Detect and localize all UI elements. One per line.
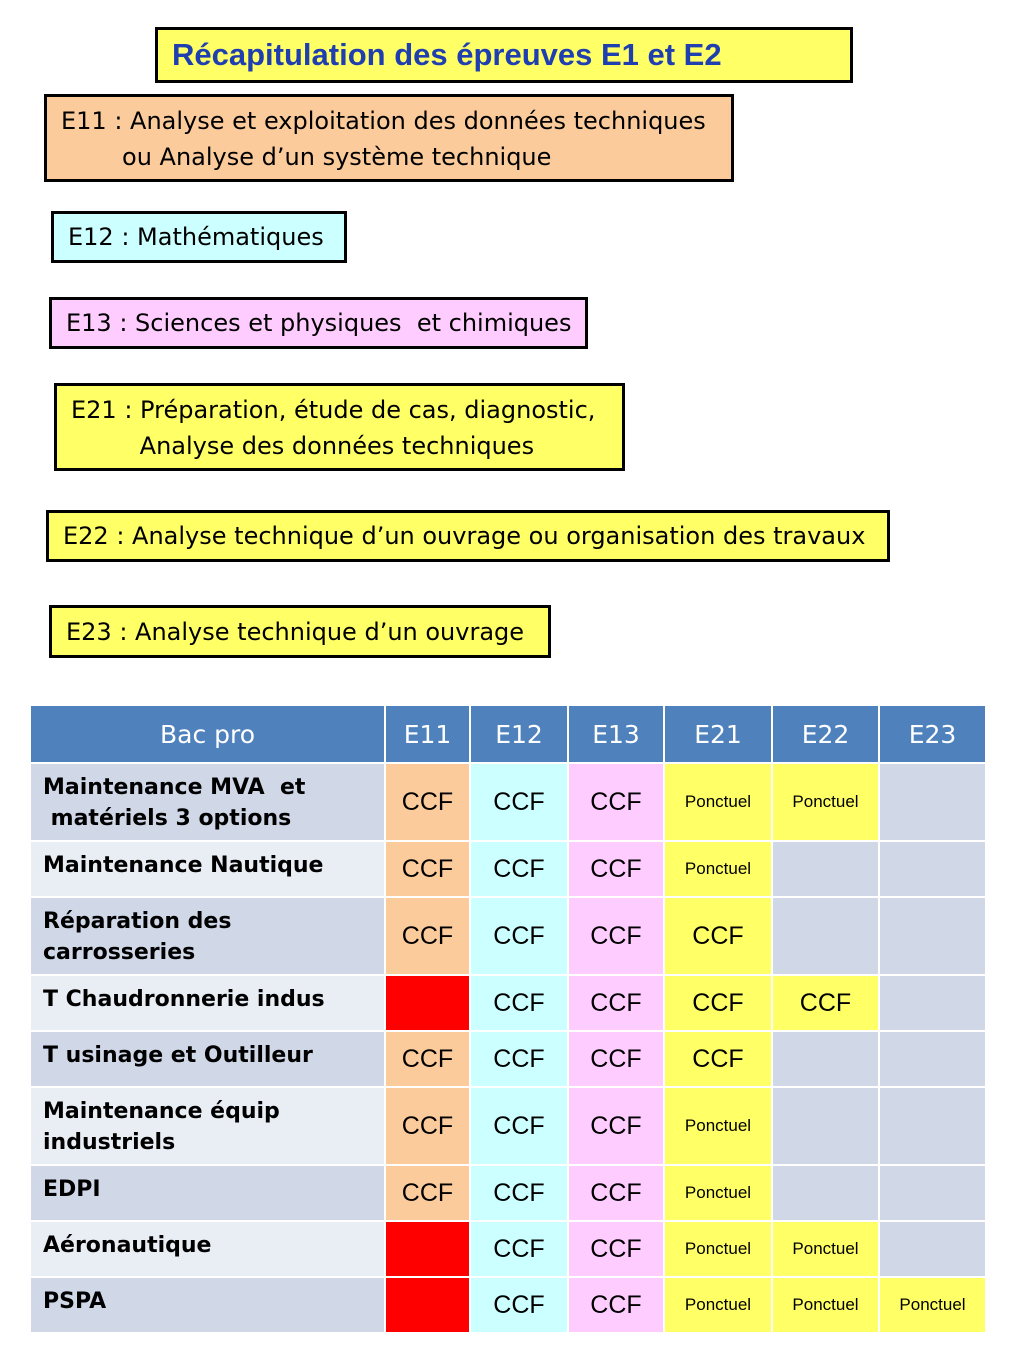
table-row [30,897,986,975]
row-formation-name: Réparation des carrosseries [30,897,385,975]
header-e11: E11 [385,705,470,763]
cell-e23 [879,1221,986,1277]
cell-e22 [772,841,879,897]
cell-e13: CCF [568,1031,664,1087]
header-e21: E21 [664,705,772,763]
cell-e13: CCF [568,1087,664,1165]
cell-not-applicable [385,1221,470,1277]
cell-e22: CCF [772,975,879,1031]
cell-e12: CCF [470,1165,568,1221]
table-row [30,1031,986,1087]
cell-e21: Ponctuel [664,1221,772,1277]
table-row [30,841,986,897]
epreuve-e13-box: E13 : Sciences et physiques et chimiques [49,297,588,349]
epreuve-e11-box: E11 : Analyse et exploitation des données techniques ou Analyse d’un système technique [44,94,734,182]
cell-e21: CCF [664,975,772,1031]
bac-pro-table [29,704,987,1334]
cell-e13: CCF [568,1277,664,1333]
cell-e12: CCF [470,763,568,841]
cell-e11: CCF [385,841,470,897]
cell-e11: CCF [385,1087,470,1165]
cell-e22 [772,1165,879,1221]
row-formation-name: T usinage et Outilleur [30,1031,385,1087]
cell-e13: CCF [568,1165,664,1221]
table-row [30,975,986,1031]
table-header-row [30,705,986,763]
row-formation-name: Maintenance équip industriels [30,1087,385,1165]
row-formation-name: EDPI [30,1165,385,1221]
cell-e12: CCF [470,1087,568,1165]
header-e12: E12 [470,705,568,763]
cell-e13: CCF [568,1221,664,1277]
epreuve-e12-box: E12 : Mathématiques [51,211,347,263]
cell-e21: CCF [664,897,772,975]
cell-e22 [772,1031,879,1087]
cell-e12: CCF [470,1221,568,1277]
row-formation-name: T Chaudronnerie indus [30,975,385,1031]
cell-e21: Ponctuel [664,841,772,897]
cell-e12: CCF [470,975,568,1031]
cell-e22 [772,897,879,975]
cell-e13: CCF [568,897,664,975]
cell-e11: CCF [385,763,470,841]
cell-e11: CCF [385,1031,470,1087]
cell-e21: Ponctuel [664,763,772,841]
cell-e22: Ponctuel [772,763,879,841]
cell-e13: CCF [568,841,664,897]
cell-e23 [879,763,986,841]
cell-e23 [879,975,986,1031]
table-row [30,1277,986,1333]
cell-e13: CCF [568,763,664,841]
table-row [30,1165,986,1221]
cell-not-applicable [385,1277,470,1333]
row-formation-name: Maintenance Nautique [30,841,385,897]
cell-e23 [879,1087,986,1165]
table-row [30,1087,986,1165]
header-e23: E23 [879,705,986,763]
row-formation-name: Aéronautique [30,1221,385,1277]
header-e22: E22 [772,705,879,763]
cell-e12: CCF [470,897,568,975]
cell-e23 [879,841,986,897]
cell-e23 [879,897,986,975]
header-bac-pro: Bac pro [30,705,385,763]
epreuve-e22-box: E22 : Analyse technique d’un ouvrage ou organisation des travaux [46,510,890,562]
cell-e23 [879,1031,986,1087]
cell-e21: Ponctuel [664,1165,772,1221]
row-formation-name: PSPA [30,1277,385,1333]
header-e13: E13 [568,705,664,763]
cell-e21: Ponctuel [664,1277,772,1333]
page-title: Récapitulation des épreuves E1 et E2 [155,27,853,83]
epreuve-e21-box: E21 : Préparation, étude de cas, diagnostic, Analyse des données techniques [54,383,625,471]
cell-e23 [879,1165,986,1221]
table-row [30,1221,986,1277]
cell-e12: CCF [470,1277,568,1333]
cell-e11: CCF [385,1165,470,1221]
cell-not-applicable [385,975,470,1031]
cell-e12: CCF [470,1031,568,1087]
cell-e23: Ponctuel [879,1277,986,1333]
cell-e21: Ponctuel [664,1087,772,1165]
table-row [30,763,986,841]
row-formation-name: Maintenance MVA et matériels 3 options [30,763,385,841]
epreuve-e23-box: E23 : Analyse technique d’un ouvrage [49,605,551,658]
cell-e22 [772,1087,879,1165]
cell-e12: CCF [470,841,568,897]
cell-e21: CCF [664,1031,772,1087]
cell-e22: Ponctuel [772,1221,879,1277]
cell-e11: CCF [385,897,470,975]
cell-e22: Ponctuel [772,1277,879,1333]
cell-e13: CCF [568,975,664,1031]
